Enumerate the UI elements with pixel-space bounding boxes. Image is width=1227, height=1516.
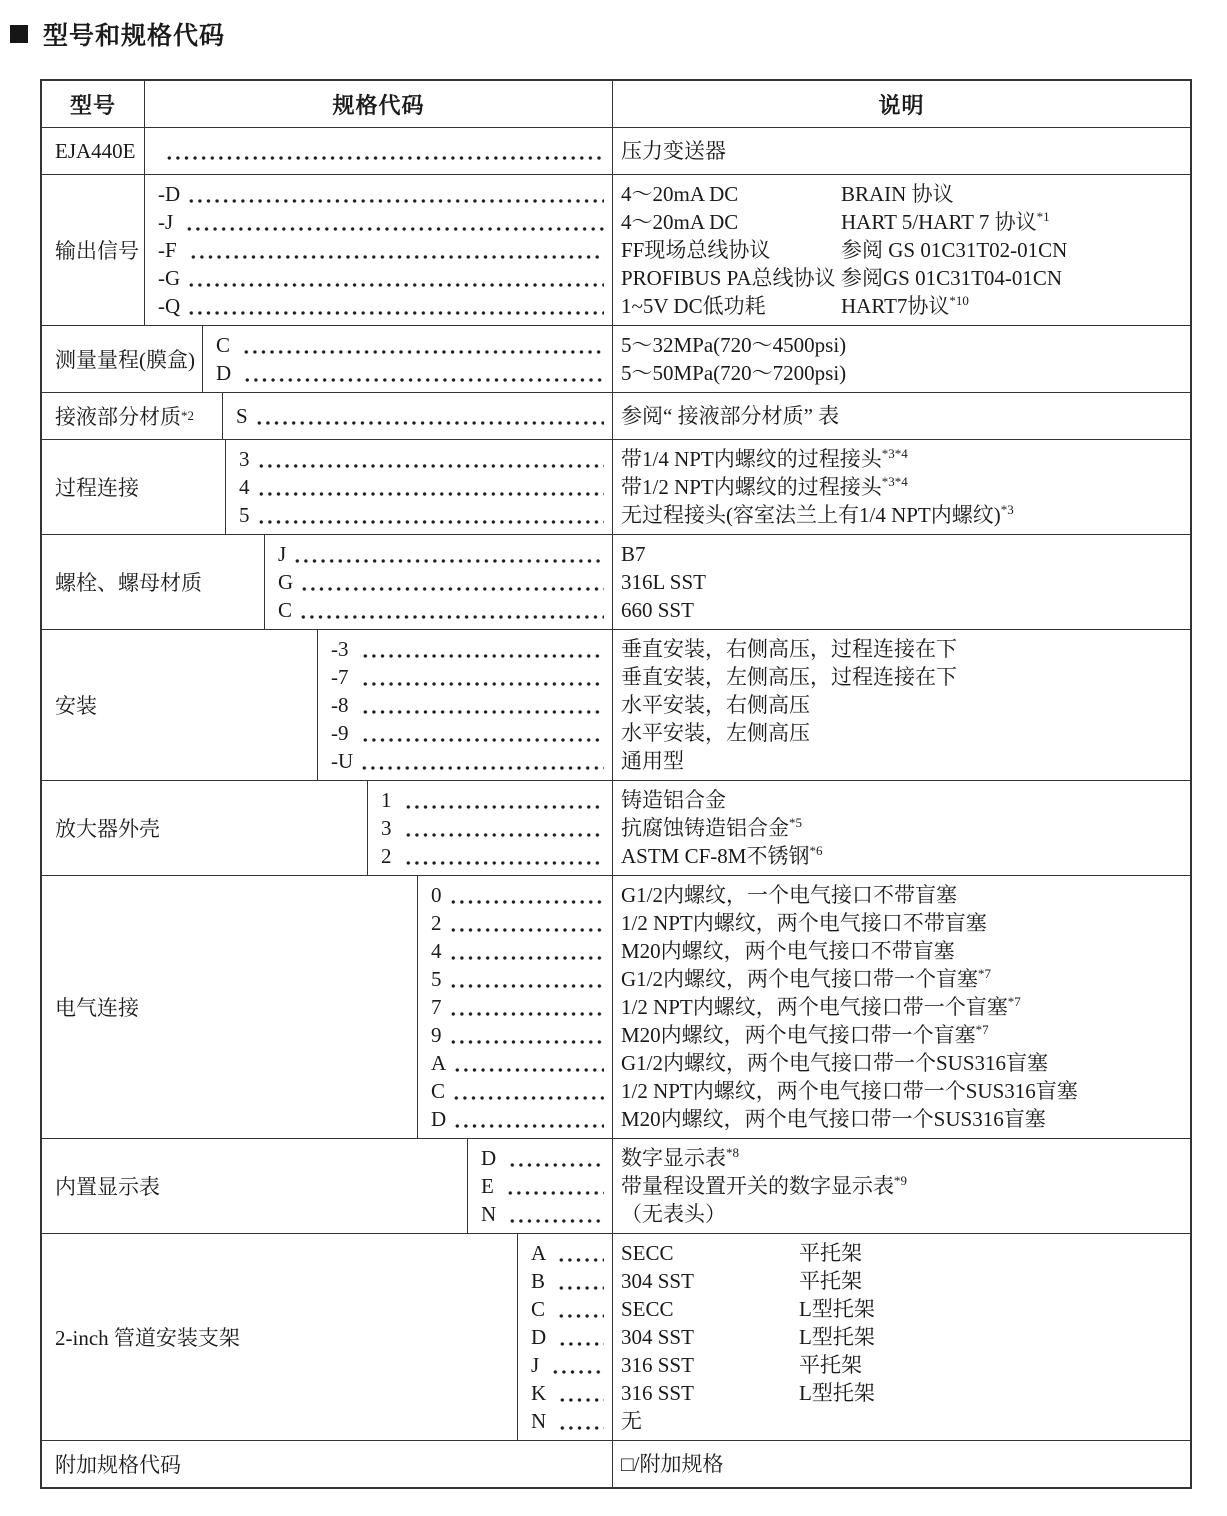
code-line [331,747,604,775]
description-cell [612,175,1190,325]
row-label: 测量量程(膜盒) [55,348,195,372]
description-line: 无过程接头(容室法兰上有1/4 NPT内螺纹)$^{*3}$ [621,502,1014,527]
description-line: 抗腐蚀铸造铝合金$^{*5}$ [621,815,802,840]
description-line: 316L SST [621,570,706,594]
desc-col-material: 304 SST [621,1325,694,1349]
code-value: 0 [431,883,442,907]
desc-col-material: 316 SST [621,1353,694,1377]
description-line [621,1239,1188,1267]
code-value: B [531,1269,551,1293]
desc-col-material: PROFIBUS PA总线协议 [621,266,836,290]
code-value: K [531,1381,552,1405]
description-line: 带量程设置开关的数字显示表$^{*9}$ [621,1173,907,1198]
row-label: EJA440E [55,138,136,163]
description-line: 垂直安装，左侧高压，过程连接在下 [621,665,957,689]
code-line [158,264,604,292]
description-line: M20内螺纹，两个电气接口带一个盲塞$^{*7}$ [621,1022,989,1047]
description-line [621,1379,1188,1407]
code-value: -F [158,238,182,262]
footnote-ref: *5 [789,815,802,830]
code-line [431,965,604,993]
desc-col-material: 316 SST [621,1381,694,1405]
code-value: 2 [431,911,442,935]
code-value: -9 [331,721,354,745]
footnote-ref: *3*4 [881,474,908,489]
dot-leader [298,568,604,596]
desc-col-detail: L型托架 [799,1297,875,1321]
description-line: G1/2内螺纹，两个电气接口带一个SUS316盲塞 [621,1051,1049,1075]
section-bullet-icon [10,25,28,43]
code-cell [202,326,612,392]
code-line [239,501,604,529]
code-line [331,635,604,663]
code-line [431,881,604,909]
dot-leader [359,663,604,691]
dot-leader [447,881,605,909]
code-value: C [431,1079,446,1103]
dot-leader [253,402,604,430]
footnote-ref: *9 [894,1173,907,1188]
code-line [278,568,604,596]
code-value: -3 [331,637,354,661]
code-line [481,1172,604,1200]
spec-row [42,780,1190,875]
footnote-ref: *7 [978,966,991,981]
row-label: 螺栓、螺母材质 [55,571,202,595]
dot-leader [450,1077,604,1105]
desc-col-material: 4～20mA DC [621,182,739,206]
description-line [621,1351,1188,1379]
dot-leader [556,1379,604,1407]
row-label: 附加规格代码 [55,1453,181,1477]
dot-leader [504,1172,604,1200]
code-value: J [278,542,287,566]
header-model: 型号 [69,92,116,118]
dot-leader [240,331,604,359]
dot-leader [555,1239,604,1267]
description-line: 带1/2 NPT内螺纹的过程接头$^{*3*4}$ [621,474,908,499]
code-value: -7 [331,665,354,689]
dot-leader [163,137,604,165]
code-value: 5 [239,503,250,527]
code-value: C [531,1297,551,1321]
description-line: B7 [621,542,646,566]
dot-leader [187,236,604,264]
code-line [381,786,604,814]
code-value: D [531,1325,552,1349]
row-label: 电气连接 [55,996,139,1020]
dot-leader [241,359,604,387]
spec-row [42,629,1190,780]
code-line [531,1267,604,1295]
dot-leader [556,1407,604,1435]
dot-leader [255,473,605,501]
dot-leader [447,993,605,1021]
description-line: 铸造铝合金 [621,788,726,812]
description-cell [612,393,1190,439]
row-label: 2-inch 管道安装支架 [55,1326,240,1350]
dot-leader [447,965,605,993]
description-line: 压力变送器 [621,139,726,163]
description-cell [612,1441,1190,1487]
dot-leader [185,292,604,320]
code-cell [317,630,612,780]
desc-col-detail: 参阅GS 01C31T04-01CN [841,266,1063,290]
spec-row [42,1138,1190,1233]
code-line [278,540,604,568]
code-value: N [531,1409,552,1433]
dot-leader [359,719,604,747]
code-line [431,909,604,937]
description-line: （无表头） [621,1202,726,1226]
description-cell [612,630,1190,780]
description-line: 水平安装，左侧高压 [621,721,810,745]
code-line [158,137,604,165]
code-cell [144,128,612,174]
description-line: 660 SST [621,598,694,622]
dot-leader [447,909,605,937]
description-line [621,236,1188,264]
desc-col-material: 4～20mA DC [621,210,739,234]
description-line: 1/2 NPT内螺纹，两个电气接口不带盲塞 [621,911,987,935]
code-line [431,1021,604,1049]
code-line [381,814,604,842]
desc-col-detail: 平托架 [799,1353,862,1377]
description-cell [612,781,1190,875]
code-line [216,331,604,359]
code-value: C [278,598,293,622]
dot-leader [185,264,604,292]
description-line [621,1323,1188,1351]
description-line: 1/2 NPT内螺纹，两个电气接口带一个SUS316盲塞 [621,1079,1078,1103]
dot-leader [402,842,604,870]
footnote-ref: *7 [975,1022,989,1037]
description-line: 水平安装，右侧高压 [621,693,810,717]
description-cell [612,326,1190,392]
code-line [239,473,604,501]
dot-leader [358,747,604,775]
code-line [531,1295,604,1323]
code-line [216,359,604,387]
dot-leader [291,540,604,568]
code-value: N [481,1202,502,1226]
code-value: 4 [431,939,442,963]
code-value: 9 [431,1023,442,1047]
code-line [331,663,604,691]
dot-leader [255,501,605,529]
table-header-row [42,81,1190,127]
code-line [531,1379,604,1407]
description-cell [612,876,1190,1138]
desc-col-detail: HART7协议$^{*10}$ [841,293,969,318]
desc-col-detail: 平托架 [799,1241,862,1265]
code-value: 4 [239,475,250,499]
code-value: C [216,333,236,357]
model-spec-table [40,79,1192,1489]
spec-row [42,392,1190,439]
description-line: G1/2内螺纹，一个电气接口不带盲塞 [621,883,957,907]
code-line [531,1323,604,1351]
footnote-ref: *3 [1000,502,1014,517]
desc-col-detail: 平托架 [799,1269,862,1293]
code-value: A [431,1051,447,1075]
desc-col-detail: 参阅 GS 01C31T02-01CN [841,238,1068,262]
code-line [158,180,604,208]
footnote-ref: *6 [809,843,823,858]
dot-leader [506,1200,604,1228]
code-line [531,1407,604,1435]
code-value: 2 [381,844,397,868]
description-cell [612,1139,1190,1233]
code-value: E [481,1174,500,1198]
section-title [10,16,1227,52]
spec-row [42,325,1190,392]
description-cell [612,1234,1190,1440]
dot-leader [451,1105,604,1133]
dot-leader [297,596,604,624]
description-line [621,1407,1188,1435]
row-label: 放大器外壳 [55,817,160,841]
code-cell [517,1234,612,1440]
dot-leader [255,445,605,473]
code-line [531,1351,604,1379]
code-line [158,236,604,264]
dot-leader [451,1049,604,1077]
code-cell [264,535,612,629]
spec-row [42,174,1190,325]
description-line: 数字显示表$^{*8}$ [621,1145,739,1170]
code-line [431,1077,604,1105]
row-label: 安装 [55,694,97,718]
description-line [621,1295,1188,1323]
section-title-text: 型号和规格代码 [43,22,226,50]
code-value: G [278,570,294,594]
spec-row [42,1440,1190,1487]
code-value: -Q [158,294,181,318]
code-line [331,691,604,719]
code-value: D [216,361,237,385]
header-spec-code: 规格代码 [144,81,612,127]
code-line [531,1239,604,1267]
spec-row [42,127,1190,174]
code-value: 5 [431,967,442,991]
description-cell [612,128,1190,174]
dot-leader [555,1267,604,1295]
desc-col-detail: BRAIN 协议 [841,182,954,206]
description-line: 5～32MPa(720～4500psi) [621,333,847,357]
row-label: 内置显示表 [55,1175,160,1199]
code-line [278,596,604,624]
code-line [481,1144,604,1172]
code-value: A [531,1241,551,1265]
spec-row [42,439,1190,534]
description-line: M20内螺纹，两个电气接口不带盲塞 [621,939,955,963]
footnote-ref: *7 [1007,994,1021,1009]
code-value: 3 [381,816,397,840]
code-value: -D [158,182,181,206]
spec-row [42,534,1190,629]
code-value: -U [331,749,354,773]
description-line: ASTM CF-8M不锈钢$^{*6}$ [621,843,823,868]
code-cell [222,393,612,439]
desc-col-detail: HART 5/HART 7 协议$^{*1}$ [841,209,1050,234]
row-label: 过程连接 [55,476,139,500]
desc-col-material: 1~5V DC低功耗 [621,294,766,318]
dot-leader [359,691,604,719]
code-line [431,1105,604,1133]
code-value: -G [158,266,181,290]
description-line [621,292,1188,320]
dot-leader [555,1295,604,1323]
footnote-ref: *10 [949,293,969,308]
desc-col-material: 无 [621,1409,642,1433]
code-line [431,993,604,1021]
description-line: □/附加规格 [621,1452,724,1476]
description-line: 5～50MPa(720～7200psi) [621,361,847,385]
code-line [481,1200,604,1228]
description-line [621,180,1188,208]
dot-leader [402,814,604,842]
code-value: D [431,1107,447,1131]
row-label: 接液部分材质 *2 [55,405,194,429]
code-cell [144,175,612,325]
dot-leader [506,1144,604,1172]
row-label: 输出信号 [55,239,139,263]
code-value: -J [158,210,179,234]
code-value: S [236,404,248,428]
description-cell [612,535,1190,629]
desc-col-material: FF现场总线协议 [621,238,771,262]
footnote-ref: *3*4 [881,446,908,461]
code-line [158,208,604,236]
code-line [381,842,604,870]
code-cell [467,1139,612,1233]
desc-col-detail: L型托架 [799,1325,875,1349]
description-line: 通用型 [621,749,684,773]
desc-col-material: 304 SST [621,1269,694,1293]
code-line [239,445,604,473]
code-value: J [531,1353,545,1377]
footnote-ref: *1 [1036,209,1050,224]
footnote-ref: *8 [726,1145,739,1160]
code-cell [367,781,612,875]
code-cell [225,440,612,534]
spec-row [42,1233,1190,1440]
description-line: 参阅“ 接液部分材质” 表 [621,404,840,428]
code-value: 1 [381,788,397,812]
dot-leader [185,180,604,208]
dot-leader [556,1323,604,1351]
spec-row [42,875,1190,1138]
desc-col-detail: L型托架 [799,1381,875,1405]
code-value: D [481,1146,502,1170]
desc-col-material: SECC [621,1297,674,1321]
dot-leader [447,1021,605,1049]
code-line [236,402,604,430]
dot-leader [359,635,604,663]
code-value: 7 [431,995,442,1019]
dot-leader [183,208,604,236]
code-line [331,719,604,747]
description-line: 1/2 NPT内螺纹，两个电气接口带一个盲塞$^{*7}$ [621,994,1021,1019]
description-line [621,208,1188,236]
description-line: M20内螺纹，两个电气接口带一个SUS316盲塞 [621,1107,1046,1131]
dot-leader [549,1351,604,1379]
desc-col-material: SECC [621,1241,674,1265]
dot-leader [447,937,605,965]
code-line [158,292,604,320]
description-line [621,264,1188,292]
header-description: 说明 [612,81,1190,127]
code-cell [417,876,612,1138]
description-line: 垂直安装，右侧高压，过程连接在下 [621,637,957,661]
code-value: 3 [239,447,250,471]
description-line: G1/2内螺纹，两个电气接口带一个盲塞$^{*7}$ [621,966,991,991]
code-value: -8 [331,693,354,717]
description-cell [612,440,1190,534]
code-line [431,937,604,965]
dot-leader [402,786,604,814]
description-line: 带1/4 NPT内螺纹的过程接头$^{*3*4}$ [621,446,908,471]
description-line [621,1267,1188,1295]
code-line [431,1049,604,1077]
